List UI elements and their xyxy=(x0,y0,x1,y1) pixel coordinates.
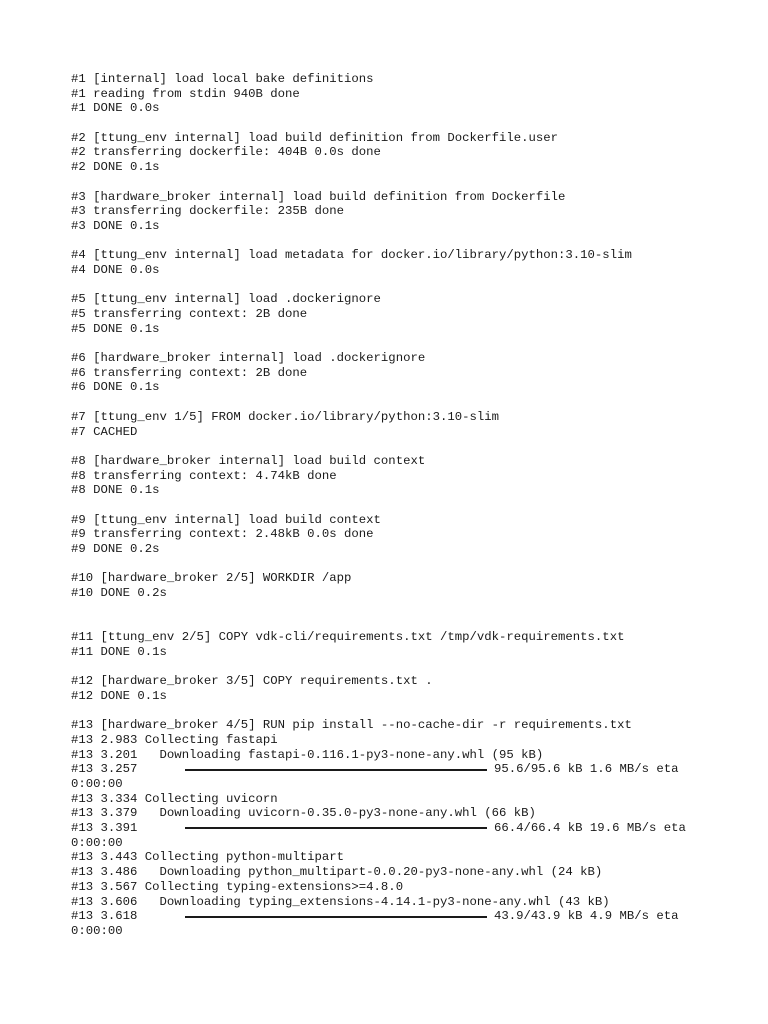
progress-timestamp: #13 3.257 xyxy=(71,762,138,777)
blank-line xyxy=(71,660,761,675)
progress-bar xyxy=(185,916,487,918)
log-line: #6 [hardware_broker internal] load .dockerignore xyxy=(71,351,426,366)
progress-bar xyxy=(185,827,487,829)
log-line: #5 DONE 0.1s xyxy=(71,321,160,336)
blank-line xyxy=(71,175,761,190)
log-line: #12 DONE 0.1s xyxy=(71,688,167,703)
log-line: #13 3.443 Collecting python-multipart xyxy=(71,850,345,865)
blank-line xyxy=(71,498,761,513)
log-line: #4 DONE 0.0s xyxy=(71,262,160,277)
log-line: #13 3.379 Downloading uvicorn-0.35.0-py3-none-any.whl (66 kB) xyxy=(71,806,536,821)
log-line: #3 transferring dockerfile: 235B done xyxy=(71,204,345,219)
log-line: #5 transferring context: 2B done xyxy=(71,307,308,321)
progress-stats: 95.6/95.6 kB 1.6 MB/s eta xyxy=(494,762,679,777)
log-line: #9 [ttung_env internal] load build context xyxy=(71,512,381,527)
log-line: #13 2.983 Collecting fastapi xyxy=(71,732,278,747)
log-line: #12 [hardware_broker 3/5] COPY requirements.txt . xyxy=(71,674,433,689)
log-line: #1 reading from stdin 940B done xyxy=(71,86,300,101)
log-line: #10 [hardware_broker 2/5] WORKDIR /app xyxy=(71,571,352,586)
log-line: #8 [hardware_broker internal] load build context xyxy=(71,453,426,468)
progress-timestamp: #13 3.391 xyxy=(71,821,138,836)
progress-line xyxy=(71,762,761,777)
log-line: #7 CACHED xyxy=(71,424,138,439)
blank-line xyxy=(71,439,761,454)
log-line: #4 [ttung_env internal] load metadata for docker.io/library/python:3.10-slim xyxy=(71,248,632,263)
progress-bar xyxy=(185,769,487,771)
log-line: 0:00:00 xyxy=(71,835,123,850)
log-line: #2 [ttung_env internal] load build definition from Dockerfile.user xyxy=(71,130,559,145)
log-line: #5 [ttung_env internal] load .dockerignore xyxy=(71,292,381,307)
progress-line xyxy=(71,909,761,924)
blank-line xyxy=(71,704,761,719)
log-line: #9 DONE 0.2s xyxy=(71,542,160,556)
log-line: #2 transferring dockerfile: 404B 0.0s done xyxy=(71,145,381,160)
log-line: #6 transferring context: 2B done xyxy=(71,365,308,380)
progress-line xyxy=(71,821,761,836)
log-line: #13 3.567 Collecting typing-extensions>=4.8.0 xyxy=(71,879,404,894)
log-line: #3 [hardware_broker internal] load build definition from Dockerfile xyxy=(71,189,566,204)
log-line: #13 3.606 Downloading typing_extensions-4.14.1-py3-none-any.whl (43 kB) xyxy=(71,894,610,909)
log-line: #7 [ttung_env 1/5] FROM docker.io/library/python:3.10-slim xyxy=(71,409,500,424)
blank-line xyxy=(71,234,761,249)
log-line: 0:00:00 xyxy=(71,923,123,938)
log-line: #8 DONE 0.1s xyxy=(71,483,160,498)
progress-stats: 66.4/66.4 kB 19.6 MB/s eta xyxy=(494,821,686,836)
blank-line xyxy=(71,336,761,351)
log-line: #10 DONE 0.2s xyxy=(71,586,167,601)
build-log xyxy=(71,72,761,939)
log-line: 0:00:00 xyxy=(71,777,123,791)
log-line: #11 [ttung_env 2/5] COPY vdk-cli/requirements.txt /tmp/vdk-requirements.txt xyxy=(71,630,625,645)
log-line: #3 DONE 0.1s xyxy=(71,218,160,233)
log-line: #2 DONE 0.1s xyxy=(71,160,160,175)
blank-line xyxy=(71,116,761,131)
blank-line xyxy=(71,557,761,572)
blank-line xyxy=(71,278,761,293)
log-line: #13 3.486 Downloading python_multipart-0.0.20-py3-none-any.whl (24 kB) xyxy=(71,865,603,880)
progress-timestamp: #13 3.618 xyxy=(71,909,138,924)
log-line: #8 transferring context: 4.74kB done xyxy=(71,468,337,483)
log-line: #1 [internal] load local bake definitions xyxy=(71,72,374,86)
log-line: #13 3.334 Collecting uvicorn xyxy=(71,791,278,806)
log-line: #1 DONE 0.0s xyxy=(71,101,160,116)
progress-stats: 43.9/43.9 kB 4.9 MB/s eta xyxy=(494,909,679,924)
blank-line xyxy=(71,601,761,616)
blank-line xyxy=(71,615,761,630)
blank-line xyxy=(71,395,761,410)
log-line: #11 DONE 0.1s xyxy=(71,644,167,659)
log-line: #13 3.201 Downloading fastapi-0.116.1-py3-none-any.whl (95 kB) xyxy=(71,747,544,762)
log-line: #6 DONE 0.1s xyxy=(71,380,160,395)
log-line: #13 [hardware_broker 4/5] RUN pip install --no-cache-dir -r requirements.txt xyxy=(71,718,632,733)
log-line: #9 transferring context: 2.48kB 0.0s done xyxy=(71,527,374,542)
